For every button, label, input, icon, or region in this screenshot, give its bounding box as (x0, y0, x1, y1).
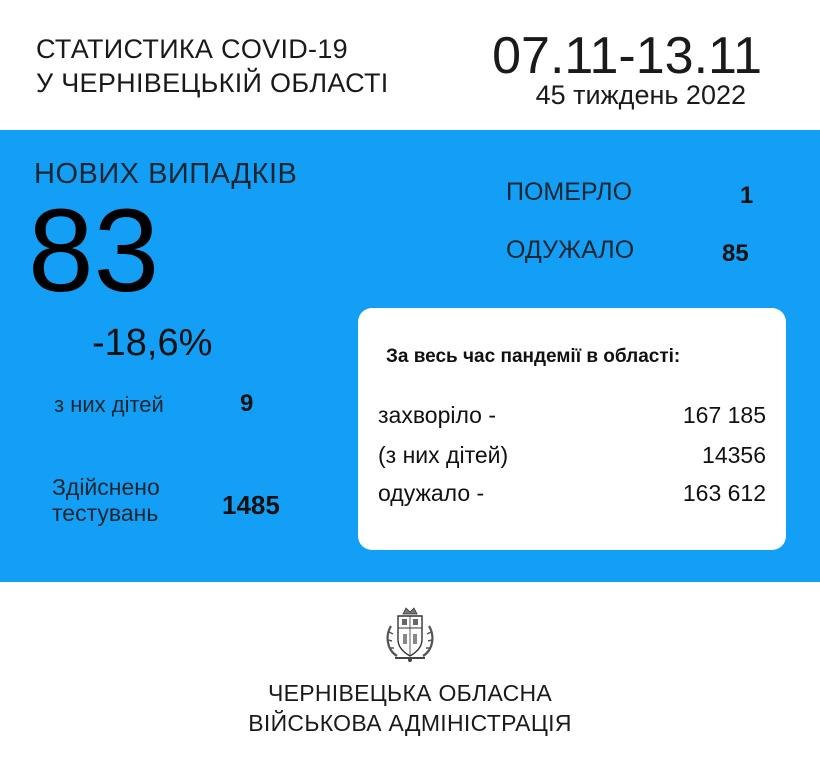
footer (0, 582, 820, 766)
pandemic-summary-panel (358, 308, 786, 550)
summary-row-label: (з них дітей) (378, 442, 509, 468)
title-line-1: СТАТИСТИКА COVID-19 (36, 34, 348, 64)
new-cases-value: 83 (28, 185, 160, 317)
date-range: 07.11-13.11 (492, 27, 762, 85)
coat-of-arms-icon (383, 604, 437, 664)
recovered-value: 85 (722, 240, 749, 267)
pandemic-summary-title: За весь час пандемії в області: (386, 346, 681, 367)
change-percent: -18,6% (92, 322, 213, 364)
summary-row-label: одужало - (378, 480, 485, 506)
week-label: 45 тиждень 2022 (535, 80, 746, 110)
died-value: 1 (740, 182, 754, 209)
summary-row-value: 14356 (702, 442, 766, 468)
stats-section (0, 130, 820, 582)
summary-row-value: 163 612 (682, 480, 766, 506)
org-name-line-1: ЧЕРНІВЕЦЬКА ОБЛАСНА (267, 680, 553, 706)
children-value: 9 (240, 390, 254, 417)
org-name-line-2: ВІЙСЬКОВА АДМІНІСТРАЦІЯ (248, 710, 572, 736)
new-cases-label: НОВИХ ВИПАДКІВ (34, 158, 298, 190)
header (0, 0, 820, 130)
tests-label: Здійснено тестувань (52, 474, 160, 526)
died-label: ПОМЕРЛО (506, 178, 633, 206)
tests-value: 1485 (222, 490, 280, 520)
recovered-label: ОДУЖАЛО (506, 236, 635, 264)
children-label: з них дітей (54, 392, 164, 417)
summary-row-label: захворіло - (378, 402, 497, 428)
title-line-2: У ЧЕРНІВЕЦЬКІЙ ОБЛАСТІ (36, 68, 389, 98)
summary-row-value: 167 185 (682, 402, 766, 428)
